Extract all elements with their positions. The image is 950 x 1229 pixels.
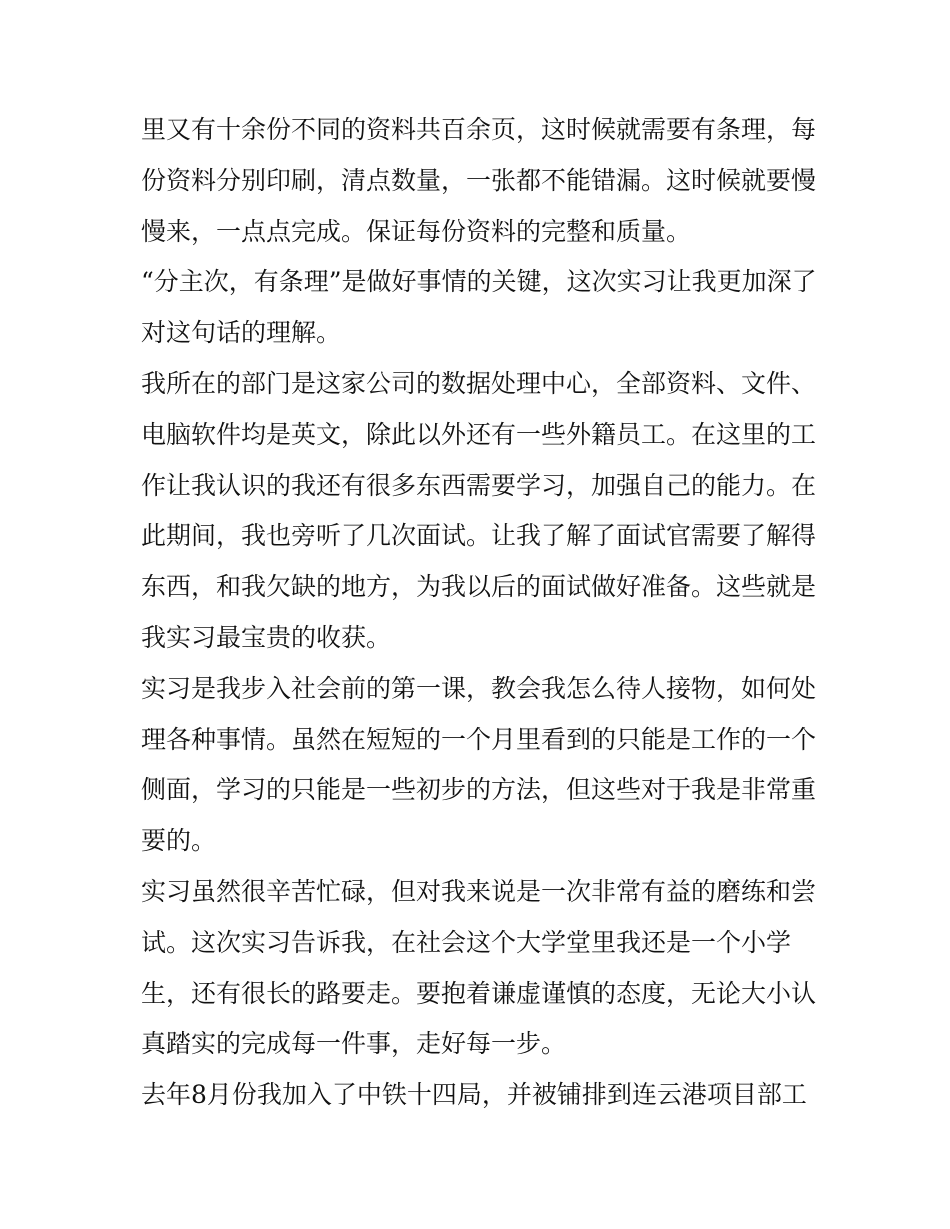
- text-line: 我所在的部门是这家公司的数据处理中心，全部资料、文件、: [141, 368, 817, 398]
- text-line: 里又有十余份不同的资料共百余页，这时候就需要有条理，每: [141, 115, 817, 144]
- text-line: 对这句话的理解。: [141, 318, 342, 348]
- text-line: 作让我认识的我还有很多东西需要学习，加强自己的能力。在: [141, 470, 817, 500]
- paragraph-hard-work: [141, 867, 821, 1070]
- text-line: 实习虽然很辛苦忙碌，但对我来说是一次非常有益的磨练和尝: [141, 876, 817, 906]
- paragraph-department: [141, 359, 821, 664]
- text-line: 此期间，我也旁听了几次面试。让我了解了面试官需要了解得: [141, 521, 817, 551]
- text-line: “分主次，有条理”是做好事情的关键，这次实习让我更加深了: [141, 267, 817, 297]
- text-line: 东西，和我欠缺的地方，为我以后的面试做好准备。这些就是: [141, 572, 817, 602]
- text-line: 我实习最宝贵的收获。: [141, 622, 392, 652]
- paragraph-first-lesson: [141, 664, 821, 867]
- paragraph-joined-company: [141, 1070, 821, 1121]
- body-text: [141, 105, 821, 1121]
- text-line: 要的。: [141, 826, 217, 856]
- text-line: 理各种事情。虽然在短短的一个月里看到的只能是工作的一个: [141, 724, 817, 754]
- text-line: 试。这次实习告诉我，在社会这个大学堂里我还是一个小学: [141, 927, 792, 957]
- text-line: 生，还有很长的路要走。要抱着谦虚谨慎的态度，无论大小认: [141, 978, 817, 1008]
- paragraph-materials-printing: [141, 105, 821, 257]
- paragraph-priorities: [141, 257, 821, 359]
- text-line: 真踏实的完成每一件事，走好每一步。: [141, 1029, 567, 1059]
- text-line: 份资料分别印刷，清点数量，一张都不能错漏。这时候就要慢: [141, 165, 817, 195]
- text-line: 实习是我步入社会前的第一课，教会我怎么待人接物，如何处: [141, 673, 817, 703]
- text-line: 去年8月份我加入了中铁十四局，并被铺排到连云港项目部工: [141, 1080, 807, 1110]
- text-line: 电脑软件均是英文，除此以外还有一些外籍员工。在这里的工: [141, 419, 817, 449]
- text-line: 侧面，学习的只能是一些初步的方法，但这些对于我是非常重: [141, 775, 817, 805]
- text-line: 慢来，一点点完成。保证每份资料的完整和质量。: [141, 216, 692, 246]
